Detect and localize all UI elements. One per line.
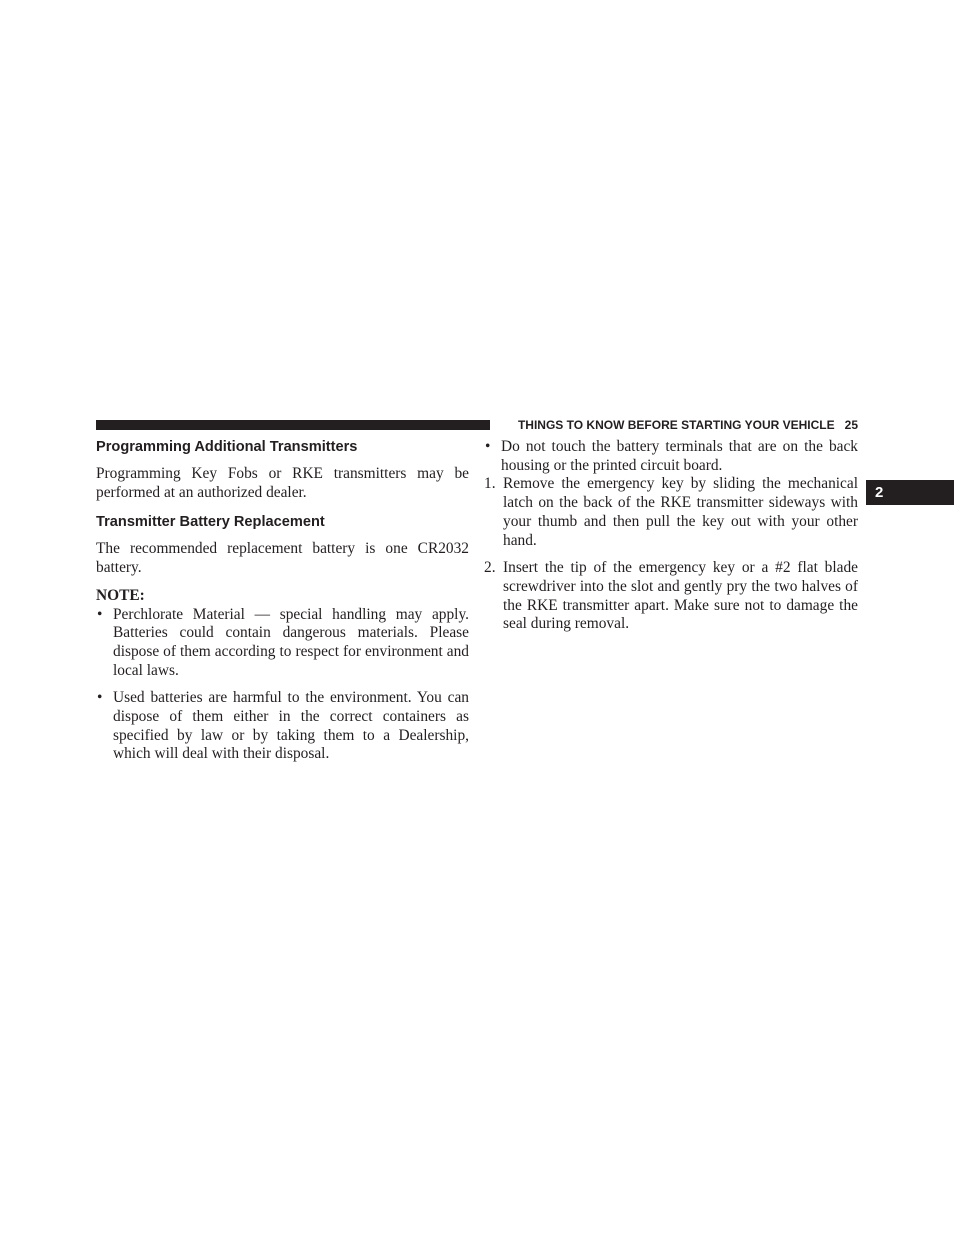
heading-programming-additional-transmitters: Programming Additional Transmitters [96, 439, 358, 455]
page-number: 25 [844, 418, 858, 432]
section-title: THINGS TO KNOW BEFORE STARTING YOUR VEHICLE [517, 418, 835, 432]
list-item [96, 606, 469, 681]
step-text: Remove the emergency key by sliding the mechanical latch on the back of the RKE transmitter sideways with your thumb and then pull the key out with your other hand. [503, 475, 858, 549]
paragraph-battery: The recommended replacement battery is one CR2032 battery. [96, 540, 469, 577]
left-column [96, 438, 469, 764]
step-number: 2. [484, 559, 496, 577]
header-rule [96, 420, 490, 430]
list-item-text: Perchlorate Material — special handling may apply. Batteries could contain dangerous materials. Please dispose of them according to respect for environment and local laws. [113, 605, 469, 679]
heading-transmitter-battery-replacement: Transmitter Battery Replacement [96, 514, 325, 531]
running-header [500, 418, 858, 432]
right-column [484, 438, 858, 634]
paragraph-programming: Programming Key Fobs or RKE transmitters may be performed at an authorized dealer. [96, 465, 469, 501]
list-item [96, 689, 469, 764]
list-item [484, 438, 858, 475]
step-item [484, 559, 858, 634]
note-label: NOTE: [96, 586, 145, 604]
list-item-text: Do not touch the battery terminals that are on the back housing or the printed circuit board. [501, 438, 858, 474]
step-item [484, 475, 858, 550]
caution-bullet-list [484, 438, 858, 475]
note-bullet-list [96, 606, 469, 765]
steps-list [484, 475, 858, 634]
bullet-icon: • [97, 689, 103, 707]
bullet-icon: • [485, 438, 491, 455]
step-text: Insert the tip of the emergency key or a #2 flat blade screwdriver into the slot and gently pry the two halves of the RKE transmitter apart. Make sure not to damage the seal during removal. [503, 559, 858, 633]
step-number: 1. [484, 475, 496, 493]
bullet-icon: • [97, 605, 103, 623]
chapter-tab: 2 [866, 480, 954, 505]
list-item-text: Used batteries are harmful to the environment. You can dispose of them either in the correct containers as specified by law or by taking them to a Dealership, which will deal with their disposal. [113, 689, 469, 763]
